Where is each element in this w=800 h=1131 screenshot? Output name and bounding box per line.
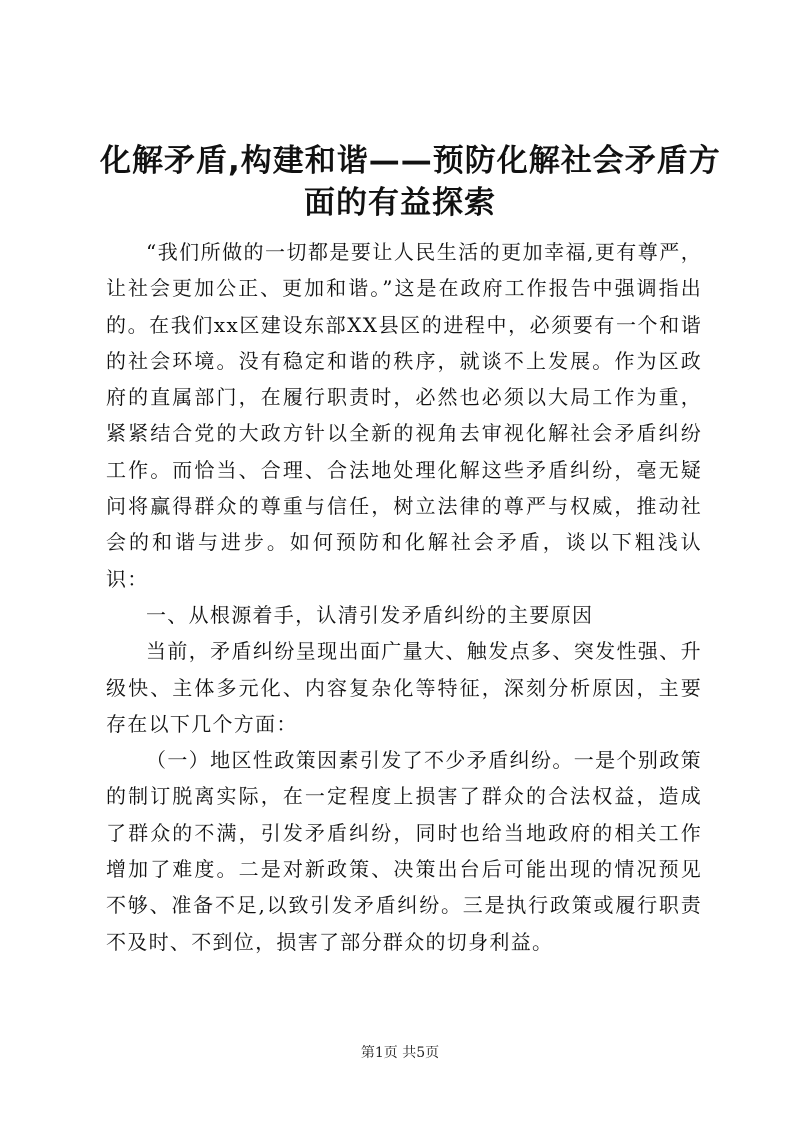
document-body (106, 234, 702, 960)
body-paragraph: （一）地区性政策因素引发了不少矛盾纠纷。一是个别政策的制订脱离实际，在一定程度上损害了群众的合法权益，造成了群众的不满，引发矛盾纠纷，同时也给当地政府的相关工作增加了难度。二是对新政策、决策出台后可能出现的情况预见不够、准备不足,以致引发矛盾纠纷。三是执行政策或履行职责不及时、不到位，损害了部分群众的切身利益。 (106, 748, 702, 954)
title-line-2: 面的有益探索 (304, 185, 496, 221)
page-number-footer: 第1页 共5页 (360, 1045, 440, 1061)
intro-paragraph: “我们所做的一切都是要让人民生活的更加幸福,更有尊严，让社会更加公正、更加和谐。”这是在政府工作报告中强调指出的。在我们xx区建设东部XX县区的进程中，必须要有一个和谐的社会环境。没有稳定和谐的秩序，就谈不上发展。作为区政府的直属部门，在履行职责时，必然也必须以大局工作为重，紧紧结合党的大政方针以全新的视角去审视化解社会矛盾纠纷工作。而恰当、合理、合法地处理化解这些矛盾纠纷，毫无疑问将赢得群众的尊重与信任，树立法律的尊严与权威，推动社会的和谐与进步。如何预防和化解社会矛盾，谈以下粗浅认识： (106, 240, 702, 591)
title-line-1: 化解矛盾,构建和谐——预防化解社会矛盾方 (100, 143, 721, 179)
document-title (100, 140, 721, 224)
body-paragraph: 当前，矛盾纠纷呈现出面广量大、触发点多、突发性强、升级快、主体多元化、内容复杂化等特征，深刻分析原因，主要存在以下几个方面： (106, 639, 702, 736)
section-heading-1: 一、从根源着手，认清引发矛盾纠纷的主要原因 (146, 602, 594, 627)
